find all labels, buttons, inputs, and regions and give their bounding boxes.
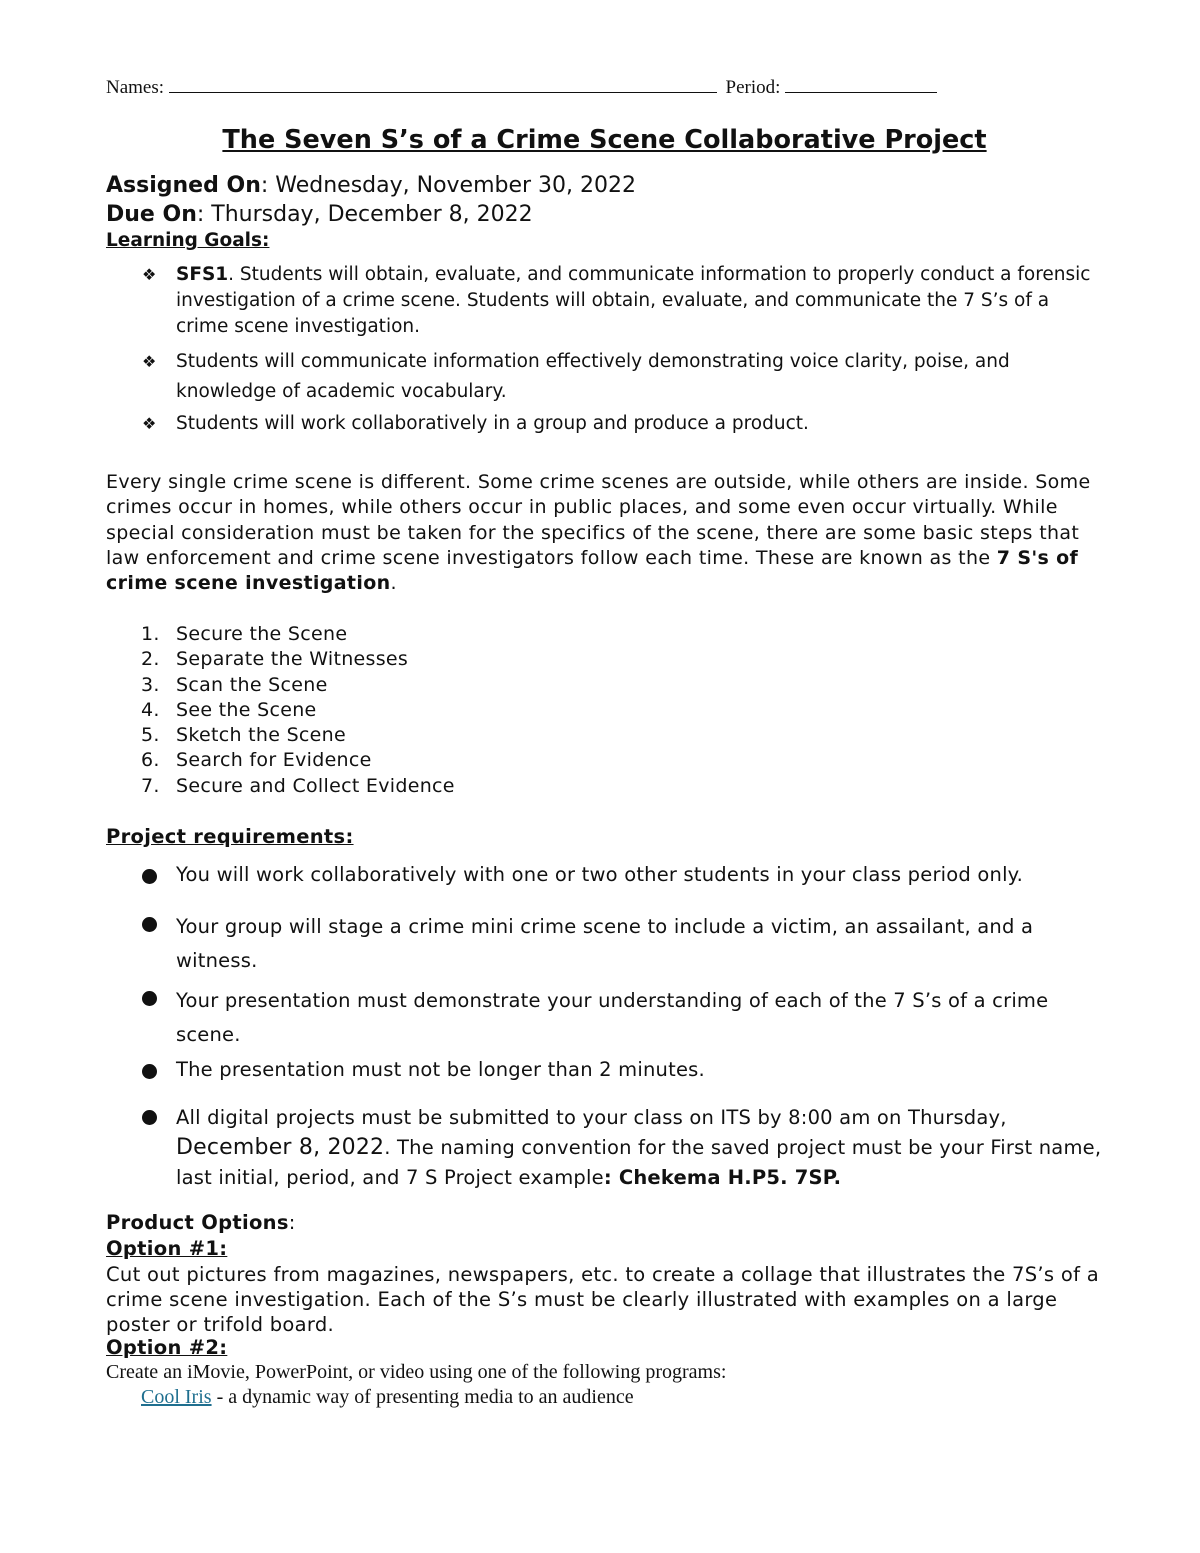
intro-bold: 7 S's of crime scene investigation: [106, 546, 1079, 595]
assigned-on-value: : Wednesday, November 30, 2022: [260, 173, 637, 198]
step-number: 2.: [141, 648, 160, 671]
naming-example: Chekema H.P5. 7SP.: [611, 1166, 842, 1189]
option-2-text: Create an iMovie, PowerPoint, or video using one of the following programs:: [106, 1361, 727, 1383]
list-item: [106, 622, 455, 647]
example-colon: :: [603, 1166, 612, 1189]
intro-text: Every single crime scene is different. Some crime scenes are outside, while others are inside. Some crimes occur in homes, while others occur in public places, and some even occur virtually. While special consideration must be taken for the specifics of the scene, there are some basic steps that law enforcement and crime scene investigators follow each time. These are known as the: [106, 471, 1091, 569]
filled-circle-bullet-icon: [142, 1064, 157, 1079]
goal-text: Students will communicate information effectively demonstrating voice clarity, poise, and knowledge of academic vocabulary.: [176, 351, 1010, 402]
requirement-item: [176, 1103, 1116, 1193]
filled-circle-bullet-icon: [142, 991, 157, 1006]
product-options-label: Product Options: [106, 1211, 289, 1234]
requirement-item: [176, 910, 1116, 978]
filled-circle-bullet-icon: [142, 1110, 157, 1125]
list-item: [106, 647, 455, 672]
due-on-label: Due On: [106, 202, 197, 227]
goal-code: SFS1: [176, 264, 229, 285]
step-text: See the Scene: [176, 698, 317, 721]
list-item: [106, 673, 455, 698]
product-options-suffix: :: [288, 1211, 296, 1234]
step-number: 3.: [141, 673, 160, 696]
requirement-text: . The naming convention for the saved project must be your First name, last initial, period, and 7 S Project example: [176, 1136, 1102, 1189]
names-blank[interactable]: [169, 74, 717, 93]
learning-goals-heading: Learning Goals:: [106, 230, 270, 251]
requirement-item: [176, 984, 1116, 1052]
step-number: 7.: [141, 774, 160, 797]
step-number: 6.: [141, 749, 160, 772]
due-on-line: [106, 202, 533, 227]
goal-text: . Students will obtain, evaluate, and communicate information to properly conduct a forensic investigation of a crime scene. Students will obtain, evaluate, and communicate the 7 S’s of a crime scene investigation.: [176, 264, 1091, 337]
diamond-bullet-icon: ❖: [142, 414, 157, 433]
option-1-text: Cut out pictures from magazines, newspapers, etc. to create a collage that illustrates the 7S’s of a crime scene investigation. Each of the S’s must be clearly illustrated with examples on a large poster or trifold board.: [106, 1263, 1100, 1336]
list-item: [106, 748, 455, 773]
due-date-text: December 8, 2022: [176, 1135, 385, 1160]
option-2-heading: Option #2:: [106, 1336, 228, 1359]
step-text: Secure the Scene: [176, 623, 348, 645]
period-blank[interactable]: [785, 74, 937, 93]
seven-s-list: [106, 622, 455, 799]
names-period-line: [106, 74, 937, 99]
list-item: [106, 774, 455, 799]
goal-text: Students will work collaboratively in a group and produce a product.: [176, 413, 809, 434]
list-item: [106, 723, 455, 748]
names-label: Names:: [106, 77, 165, 98]
requirement-text: Your group will stage a crime mini crime scene to include a victim, an assailant, and a witness.: [176, 915, 1034, 972]
cool-iris-line: [141, 1386, 634, 1409]
requirement-text: You will work collaboratively with one or two other students in your class period only.: [176, 863, 1024, 886]
requirement-item: [176, 862, 1116, 888]
diamond-bullet-icon: ❖: [142, 352, 157, 371]
list-item: [106, 698, 455, 723]
cool-iris-description: - a dynamic way of presenting media to an audience: [211, 1386, 634, 1408]
project-requirements-heading: Project requirements:: [106, 825, 354, 848]
diamond-bullet-icon: ❖: [142, 265, 157, 284]
document-title: The Seven S’s of a Crime Scene Collaborative Project: [222, 125, 987, 155]
cool-iris-link[interactable]: Cool Iris: [141, 1386, 212, 1408]
period-label: Period:: [725, 77, 781, 98]
requirement-text: The presentation must not be longer than 2 minutes.: [176, 1058, 705, 1081]
intro-end: .: [390, 572, 397, 595]
requirement-text: All digital projects must be submitted to your class on ITS by 8:00 am on Thursday,: [176, 1106, 1007, 1129]
learning-goal-item: [142, 411, 1106, 437]
step-text: Scan the Scene: [176, 673, 328, 696]
step-text: Sketch the Scene: [176, 724, 347, 747]
step-number: 4.: [141, 698, 160, 721]
step-text: Search for Evidence: [176, 749, 372, 772]
requirement-text: Your presentation must demonstrate your understanding of each of the 7 S’s of a crime scene.: [176, 989, 1049, 1046]
product-options-heading: [106, 1211, 296, 1234]
intro-paragraph: [106, 470, 1106, 596]
due-on-value: : Thursday, December 8, 2022: [196, 202, 533, 227]
step-number: 1.: [141, 623, 160, 645]
requirement-item: [176, 1057, 1116, 1083]
step-text: Separate the Witnesses: [176, 648, 409, 671]
step-text: Secure and Collect Evidence: [176, 774, 455, 797]
assigned-on-line: [106, 173, 636, 198]
learning-goal-item: [142, 262, 1106, 340]
assigned-on-label: Assigned On: [106, 173, 261, 198]
filled-circle-bullet-icon: [142, 917, 157, 932]
learning-goal-item: [142, 347, 1106, 407]
filled-circle-bullet-icon: [142, 869, 157, 884]
option-1-heading: Option #1:: [106, 1237, 228, 1260]
step-number: 5.: [141, 724, 160, 747]
